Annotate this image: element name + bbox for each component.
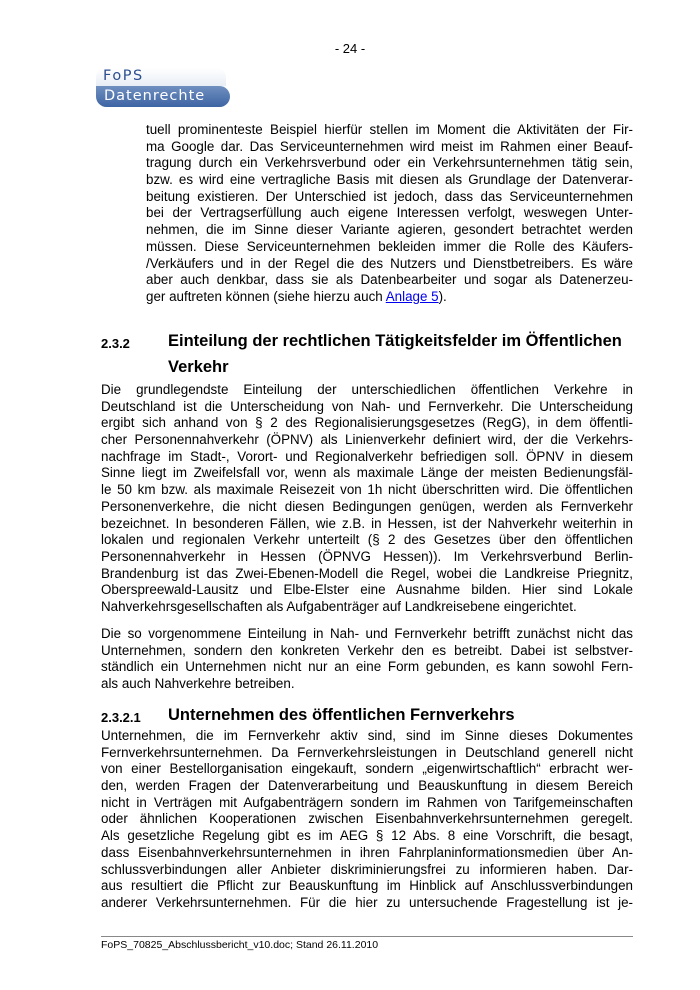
heading-title: Unternehmen des öffentlichen Fernverkehrs — [168, 706, 515, 724]
text-line: bzw. es wird eine vertragliche Basis mit diesen als Grundlage der Datenverar- — [146, 172, 633, 188]
text-line: Als gesetzliche Regelung gibt es im AEG § 12 Abs. 8 eine Vorschrift, die besagt, — [101, 828, 633, 844]
text-line: Brandenburg ist das Zwei-Ebenen-Modell die Regel, wobei die Landkreise Priegnitz, — [101, 565, 633, 581]
text-line: Personennahverkehr in Hessen (ÖPNVG Hessen)). Im Verkehrsverbund Berlin- — [101, 548, 633, 564]
logo-text-datenrechte: Datenrechte — [104, 88, 206, 104]
text-fragment: ger auftreten können (siehe hierzu auch — [146, 288, 386, 304]
text-line: Deutschland ist die Unterscheidung von Nah- und Fernverkehr. Die Unterscheidung — [101, 398, 633, 414]
text-line: müssen. Diese Serviceunternehmen bekleiden immer die Rolle des Käufers- — [146, 238, 633, 254]
text-line: Sinne liegt im Zweifelsfall vor, wenn als maximale Länge der meisten Bedienungsfäl- — [101, 465, 633, 481]
text-fragment: ). — [438, 288, 447, 304]
text-line: cher Personennahverkehr (ÖPNV) als Linienverkehr definiert wird, der die Verkehrs- — [101, 432, 633, 448]
text-line: Unternehmen, sondern den konkreten Verkehr den es betreibt. Dabei ist selbstver- — [101, 642, 633, 658]
text-line: aber auch denkbar, dass sie als Datenbearbeiter und sogar als Datenerzeu- — [146, 272, 633, 288]
text-line: nehmen, die im Sinne dieser Variante agieren, gesondert betrachtet werden — [146, 222, 633, 238]
text-line: tuell prominenteste Beispiel hierfür stellen im Moment die Aktivitäten der Fir- — [146, 122, 633, 137]
text-line: dass Eisenbahnverkehrsunternehmen in ihren Fahrplaninformationsmedien über An- — [101, 844, 633, 860]
paragraph-fernverkehr — [101, 728, 633, 912]
text-line: als auch Nahverkehre betreiben. — [101, 676, 295, 692]
text-line: bezeichnet. In besonderen Fällen, wie z.B. in Hessen, ist der Nahverkehr weiterhin in — [101, 515, 633, 531]
text-line: ergibt sich anhand von § 2 des Regionalisierungsgesetzes (RegG), in dem öffentli- — [101, 415, 633, 431]
page-number: - 24 - — [334, 41, 366, 56]
text-line: Nahverkehrsgesellschaften als Aufgabenträger auf Landkreisebene eingerichtet. — [101, 598, 577, 614]
text-line: schlussverbindungen aller Anbieter diskriminierungsfrei zu informieren haben. Dar- — [101, 861, 633, 877]
text-line: oder ähnlichen Kooperationen zwischen Eisenbahnverkehrsunternehmen geregelt. — [101, 811, 633, 827]
text-line: anderer Verkehrsunternehmen. Für die hier zu untersuchende Fragestellung ist je- — [101, 894, 633, 910]
heading-number: 2.3.2.1 — [101, 710, 141, 725]
anlage-5-link[interactable]: Anlage 5 — [385, 288, 439, 304]
text-line: nachfrage im Stadt-, Vorort- und Regionalverkehr befriedigen soll. ÖPNV in diesem — [101, 448, 633, 464]
footer-divider — [101, 936, 633, 937]
text-line: aus resultiert die Pflicht zur Beauskunftung im Hinblick auf Anschlussverbindungen — [101, 878, 633, 894]
text-line: lokalen und regionalen Verkehr unterteilt (§ 2 des Gesetzes über den öffentlichen — [101, 532, 633, 548]
paragraph-einteilung — [101, 626, 633, 693]
fops-logo — [96, 68, 232, 107]
text-line: tragung durch ein Verkehrsverbund oder ein Verkehrsunternehmen tätig sein, — [146, 155, 633, 171]
text-line: nicht in Verträgen mit Aufgabenträgern sondern im Rahmen von Tarifgemeinschaften — [101, 794, 633, 810]
text-line: bei der Vertragserfüllung auch eigene Interessen verfolgt, weswegen Unter- — [146, 205, 633, 221]
footer-text: FoPS_70825_Abschlussbericht_v10.doc; Stand 26.11.2010 — [101, 939, 379, 951]
text-line: le 50 km bzw. als maximale Reisezeit von 1h nicht überschritten wird. Die öffentlichen — [101, 482, 633, 498]
paragraph-nah-fernverkehr — [101, 382, 633, 616]
heading-title-line1: Einteilung der rechtlichen Tätigkeitsfelder im Öffentlichen — [168, 332, 622, 350]
text-line-last — [146, 289, 633, 306]
text-line: ma Google dar. Das Serviceunternehmen wird meist im Rahmen einer Beauf- — [146, 138, 633, 154]
intro-paragraph — [146, 122, 633, 306]
text-line: Die so vorgenommene Einteilung in Nah- und Fernverkehr betrifft zunächst nicht das — [101, 626, 633, 641]
text-line: ständlich ein Unternehmen nicht nur an eine Form gebunden, es kann sowohl Fern- — [101, 659, 633, 675]
text-line: Die grundlegendste Einteilung der unterschiedlichen öffentlichen Verkehre in — [101, 382, 633, 397]
text-line: von einer Bestellorganisation eingekauft, sondern „eigenwirtschaftlich“ erbracht wer- — [101, 761, 633, 777]
text-line: beitung existieren. Der Unterschied ist jedoch, dass das Serviceunternehmen — [146, 188, 633, 204]
text-line: den, werden Fragen der Datenverarbeitung und Beauskunftung in diesem Bereich — [101, 778, 633, 794]
text-line: Fernverkehrsunternehmen. Da Fernverkehrsleistungen in Deutschland generell nicht — [101, 744, 633, 760]
text-line: Unternehmen, die im Fernverkehr aktiv sind, sind im Sinne dieses Dokumentes — [101, 728, 633, 743]
logo-text-fops: FoPS — [103, 68, 144, 84]
text-line: /Verkäufers und in der Regel die des Nutzers und Dienstbetreibers. Es wäre — [146, 255, 633, 271]
heading-title-line2: Verkehr — [168, 358, 229, 376]
text-line: Personenverkehre, die nicht diesen Bedingungen genügen, werden als Fernverkehr — [101, 498, 633, 514]
text-line: Oberspreewald-Lausitz und Elbe-Elster eine Ausnahme bilden. Hier sind Lokale — [101, 582, 633, 598]
heading-number: 2.3.2 — [101, 336, 130, 351]
